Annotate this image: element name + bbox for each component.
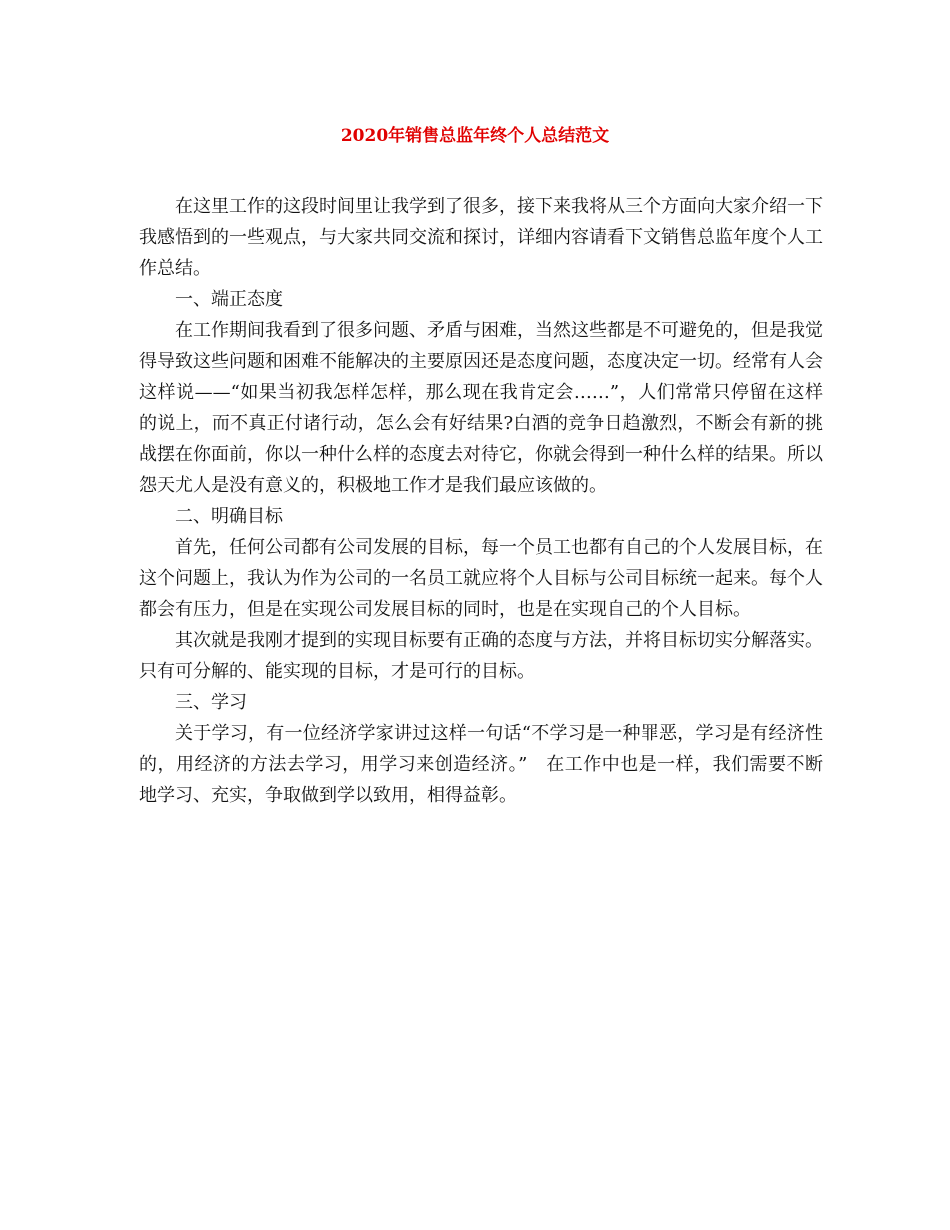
paragraph-attitude: 在工作期间我看到了很多问题、矛盾与困难，当然这些都是不可避免的，但是我觉得导致这些问题和困难不能解决的主要原因还是态度问题，态度决定一切。经常有人会这样说——“如果当初我怎样怎样，那么现在我肯定会……”，人们常常只停留在这样的说上，而不真正付诸行动，怎么会有好结果?白酒的竞争日趋激烈，不断会有新的挑战摆在你面前，你以一种什么样的态度去对待它，你就会得到一种什么样的结果。所以怨天尤人是没有意义的，积极地工作才是我们最应该做的。 [139,320,823,496]
paragraph-learning: 关于学习，有一位经济学家讲过这样一句话“不学习是一种罪恶，学习是有经济性的，用经济的方法去学习，用学习来创造经济。” 在工作中也是一样，我们需要不断地学习、充实，争取做到学以致用，相得益彰。 [139,723,823,806]
document-title: 2020年销售总监年终个人总结范文 [340,126,610,146]
section-heading-attitude: 一、端正态度 [175,289,283,310]
document-body [139,191,823,811]
paragraph-goals-first: 首先，任何公司都有公司发展的目标，每一个员工也都有自己的个人发展目标，在这个问题上，我认为作为公司的一名员工就应将个人目标与公司目标统一起来。每个人都会有压力，但是在实现公司发展目标的同时，也是在实现自己的个人目标。 [139,537,823,620]
section-heading-learning: 三、学习 [175,692,247,713]
paragraph-intro: 在这里工作的这段时间里让我学到了很多，接下来我将从三个方面向大家介绍一下我感悟到的一些观点，与大家共同交流和探讨，详细内容请看下文销售总监年度个人工作总结。 [139,196,823,279]
paragraph-goals-second: 其次就是我刚才提到的实现目标要有正确的态度与方法，并将目标切实分解落实。只有可分解的、能实现的目标，才是可行的目标。 [139,630,823,682]
section-heading-goals: 二、明确目标 [175,506,283,527]
